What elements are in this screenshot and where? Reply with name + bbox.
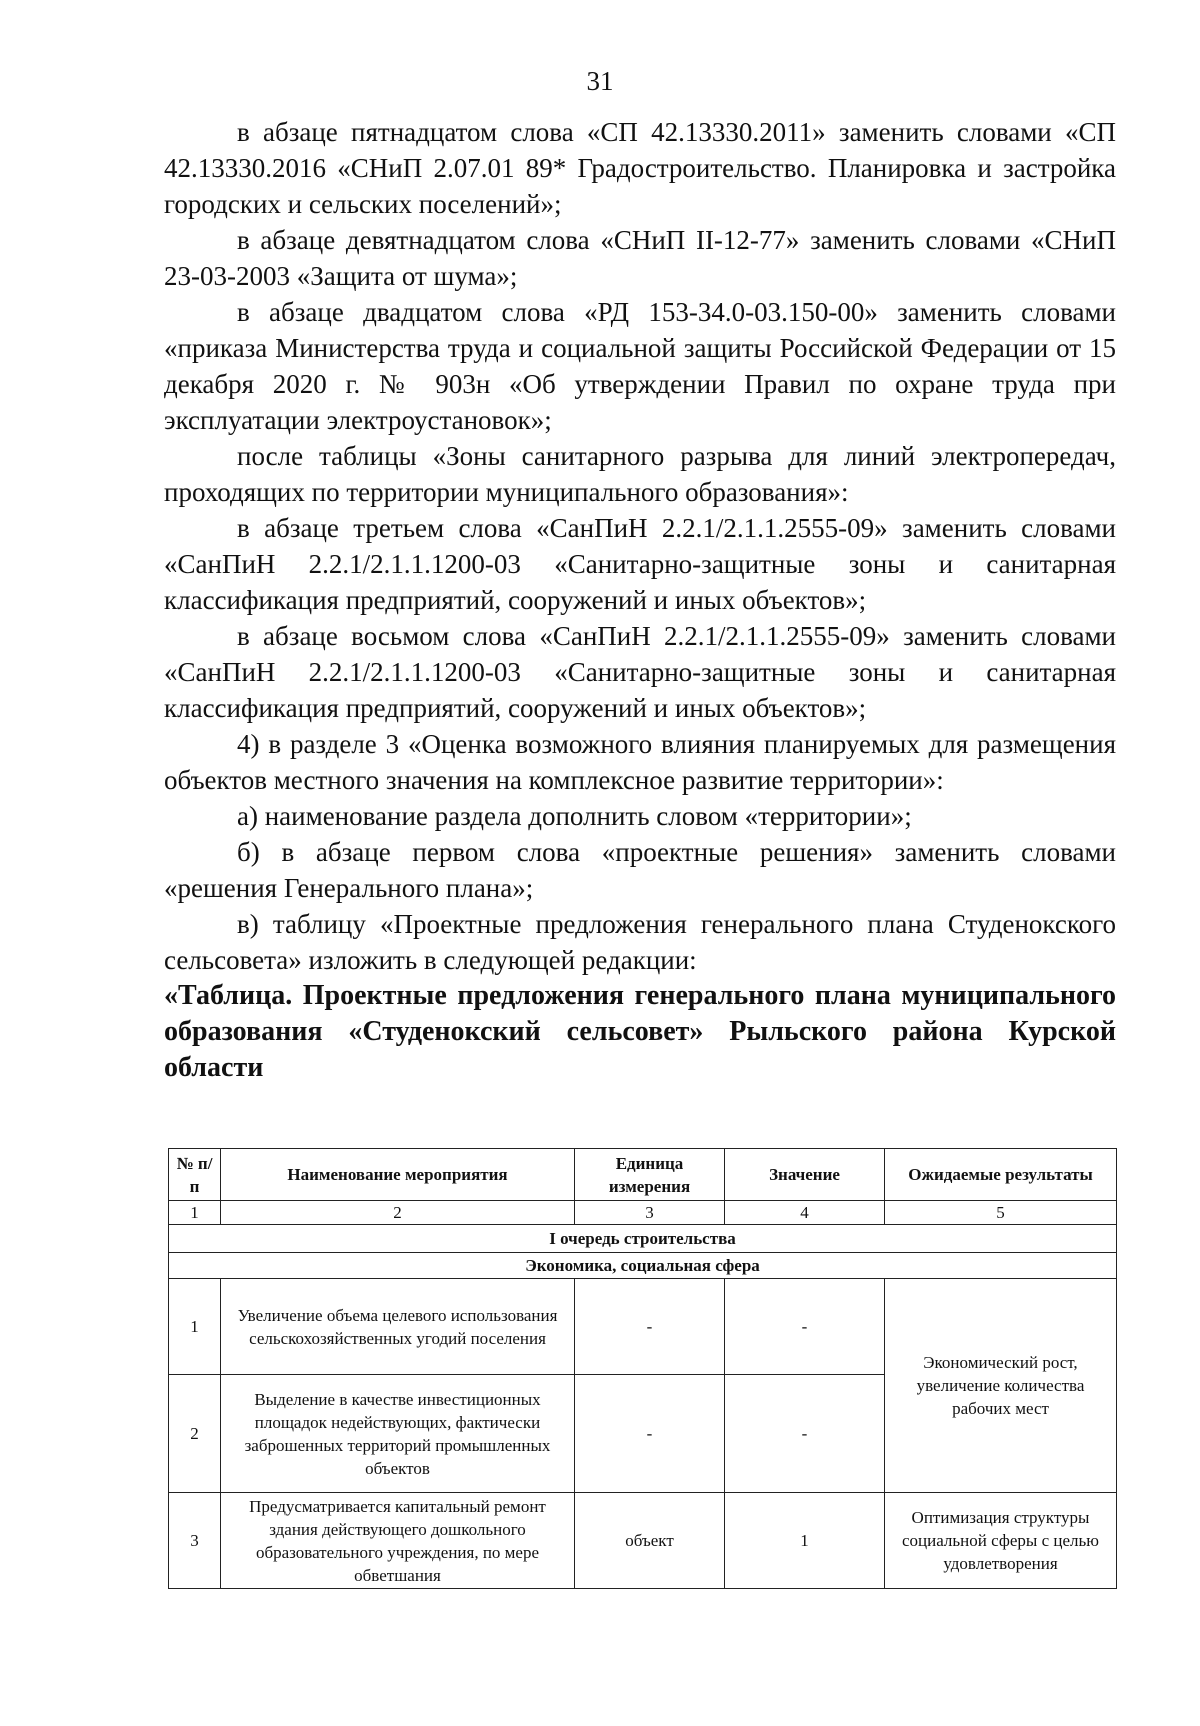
stage-label: I очередь строительства xyxy=(169,1225,1117,1253)
table-title: «Таблица. Проектные предложения генерального плана муниципального образования «Студенокский сельсовет» Рыльского района Курской области xyxy=(164,980,1116,1083)
paragraph: в абзаце пятнадцатом слова «СП 42.13330.2011» заменить словами «СП 42.13330.2016 «СНиП 2.07.01 89* Градостроительство. Планировка и застройка городских и сельских поселений»; xyxy=(164,117,1116,219)
document-body xyxy=(164,114,1116,1086)
column-number: 4 xyxy=(725,1201,885,1225)
paragraph: а) наименование раздела дополнить словом «территории»; xyxy=(237,801,912,831)
paragraph: в абзаце восьмом слова «СанПиН 2.2.1/2.1.1.2555-09» заменить словами «СанПиН 2.2.1/2.1.1.1200-03 «Санитарно-защитные зоны и санитарная классификация предприятий, сооружений и иных объектов»; xyxy=(164,621,1116,723)
row-number: 3 xyxy=(169,1493,221,1589)
unit-cell: объект xyxy=(575,1493,725,1589)
paragraph: в абзаце двадцатом слова «РД 153-34.0-03.150-00» заменить словами «приказа Министерства труда и социальной защиты Российской Федерации от 15 декабря 2020 г. № 903н «Об утверждении Правил по охране труда при эксплуатации электроустановок»; xyxy=(164,297,1116,435)
page-number: 31 xyxy=(586,66,614,96)
expected-result: Оптимизация структуры социальной сферы с целью удовлетворения xyxy=(885,1493,1117,1589)
activity-name: Выделение в качестве инвестиционных площадок недействующих, фактически заброшенных территорий промышленных объектов xyxy=(221,1375,575,1493)
value-cell: - xyxy=(725,1279,885,1375)
section-label: Экономика, социальная сфера xyxy=(169,1253,1117,1279)
column-number: 2 xyxy=(221,1201,575,1225)
paragraph: 4) в разделе 3 «Оценка возможного влияния планируемых для размещения объектов местного значения на комплексное развитие территории»: xyxy=(164,729,1116,795)
column-header: Ожидаемые результаты xyxy=(885,1149,1117,1201)
column-number: 1 xyxy=(169,1201,221,1225)
paragraph: после таблицы «Зоны санитарного разрыва для линий электропередач, проходящих по территории муниципального образования»: xyxy=(164,441,1116,507)
column-number-row xyxy=(169,1201,1117,1225)
column-header: Значение xyxy=(725,1149,885,1201)
unit-cell: - xyxy=(575,1279,725,1375)
column-header: Единица измерения xyxy=(575,1149,725,1201)
column-header: № п/п xyxy=(169,1149,221,1201)
row-number: 2 xyxy=(169,1375,221,1493)
value-cell: 1 xyxy=(725,1493,885,1589)
column-number: 3 xyxy=(575,1201,725,1225)
unit-cell: - xyxy=(575,1375,725,1493)
paragraph: в абзаце третьем слова «СанПиН 2.2.1/2.1.1.2555-09» заменить словами «СанПиН 2.2.1/2.1.1.1200-03 «Санитарно-защитные зоны и санитарная классификация предприятий, сооружений и иных объектов»; xyxy=(164,513,1116,615)
table-row xyxy=(169,1493,1117,1589)
section-row xyxy=(169,1253,1117,1279)
row-number: 1 xyxy=(169,1279,221,1375)
table-header-row xyxy=(169,1149,1117,1201)
proposals-table xyxy=(168,1148,1117,1589)
activity-name: Увеличение объема целевого использования сельскохозяйственных угодий поселения xyxy=(221,1279,575,1375)
activity-name: Предусматривается капитальный ремонт здания действующего дошкольного образовательного учреждения, по мере обветшания xyxy=(221,1493,575,1589)
stage-row xyxy=(169,1225,1117,1253)
paragraph: б) в абзаце первом слова «проектные решения» заменить словами «решения Генерального плана»; xyxy=(164,837,1116,903)
value-cell: - xyxy=(725,1375,885,1493)
expected-result: Экономический рост, увеличение количества рабочих мест xyxy=(885,1279,1117,1493)
paragraph: в) таблицу «Проектные предложения генерального плана Студенокского сельсовета» изложить в следующей редакции: xyxy=(164,909,1116,975)
paragraph: в абзаце девятнадцатом слова «СНиП II-12-77» заменить словами «СНиП 23-03-2003 «Защита от шума»; xyxy=(164,225,1116,291)
column-number: 5 xyxy=(885,1201,1117,1225)
table-row xyxy=(169,1279,1117,1375)
column-header: Наименование мероприятия xyxy=(221,1149,575,1201)
